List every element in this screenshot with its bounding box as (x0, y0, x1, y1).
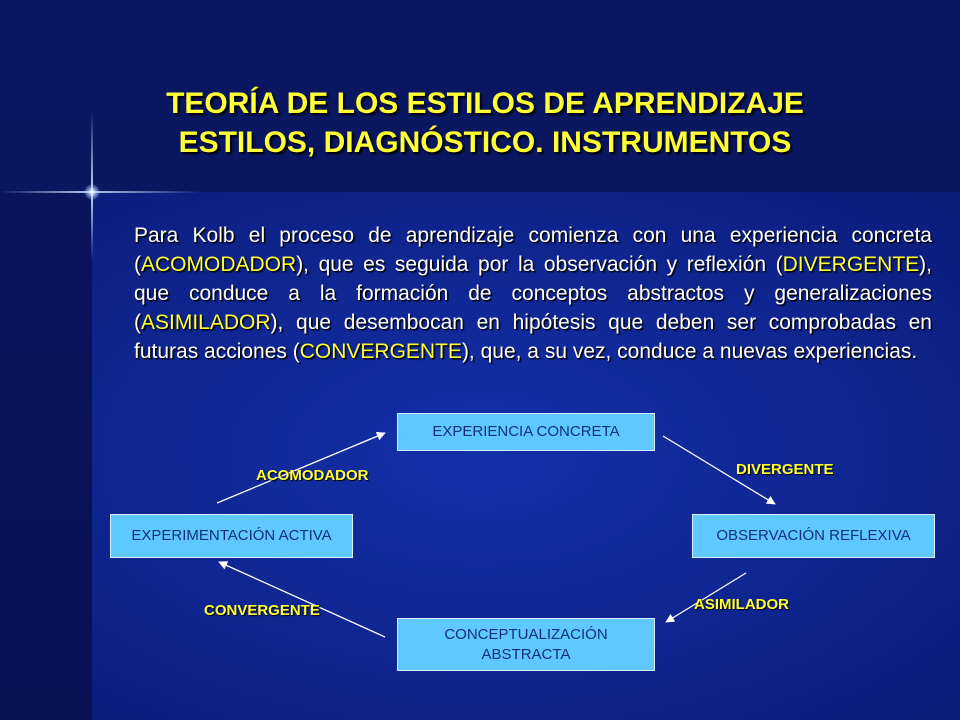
edge-label-divergente: DIVERGENTE (736, 461, 834, 478)
edge-label-acomodador: ACOMODADOR (256, 467, 369, 484)
node-label-line-1: CONCEPTUALIZACIÓN (444, 625, 608, 643)
paragraph-text-4: ), que desembocan en hipótesis que deben ser comprobadas en futuras acciones ( (134, 311, 932, 363)
node-label: OBSERVACIÓN REFLEXIVA (716, 527, 911, 544)
paragraph-text-5: ), que, a su vez, conduce a nuevas experiencias. (461, 340, 918, 363)
paragraph-highlight-asimilador: ASIMILADOR (141, 311, 271, 334)
paragraph-highlight-convergente: CONVERGENTE (299, 340, 462, 363)
node-label: EXPERIMENTACIÓN ACTIVA (131, 527, 332, 544)
paragraph-highlight-divergente: DIVERGENTE (782, 253, 920, 276)
paragraph-text-3: ), que conduce a la formación de conceptos abstractos y generalizaciones ( (134, 253, 932, 334)
node-label: EXPERIENCIA CONCRETA (432, 423, 620, 440)
node-experiencia-concreta (397, 413, 655, 451)
node-observacion-reflexiva (692, 514, 935, 558)
paragraph-text-2: ), que es seguida por la observación y reflexión ( (296, 253, 783, 276)
edge-label-asimilador: ASIMILADOR (694, 596, 789, 613)
arrow-bottom-to-left (219, 562, 385, 637)
node-conceptualizacion-abstracta (397, 618, 655, 671)
title-line-1: TEORÍA DE LOS ESTILOS DE APRENDIZAJE (166, 87, 804, 120)
node-label-line-2: ABSTRACTA (481, 645, 571, 663)
paragraph-highlight-acomodador: ACOMODADOR (141, 253, 297, 276)
node-experimentacion-activa (110, 514, 353, 558)
paragraph-text-1: Para Kolb el proceso de aprendizaje comienza con una experiencia concreta ( (134, 224, 932, 276)
edge-label-convergente: CONVERGENTE (204, 602, 320, 619)
title-line-2: ESTILOS, DIAGNÓSTICO. INSTRUMENTOS (178, 126, 792, 159)
